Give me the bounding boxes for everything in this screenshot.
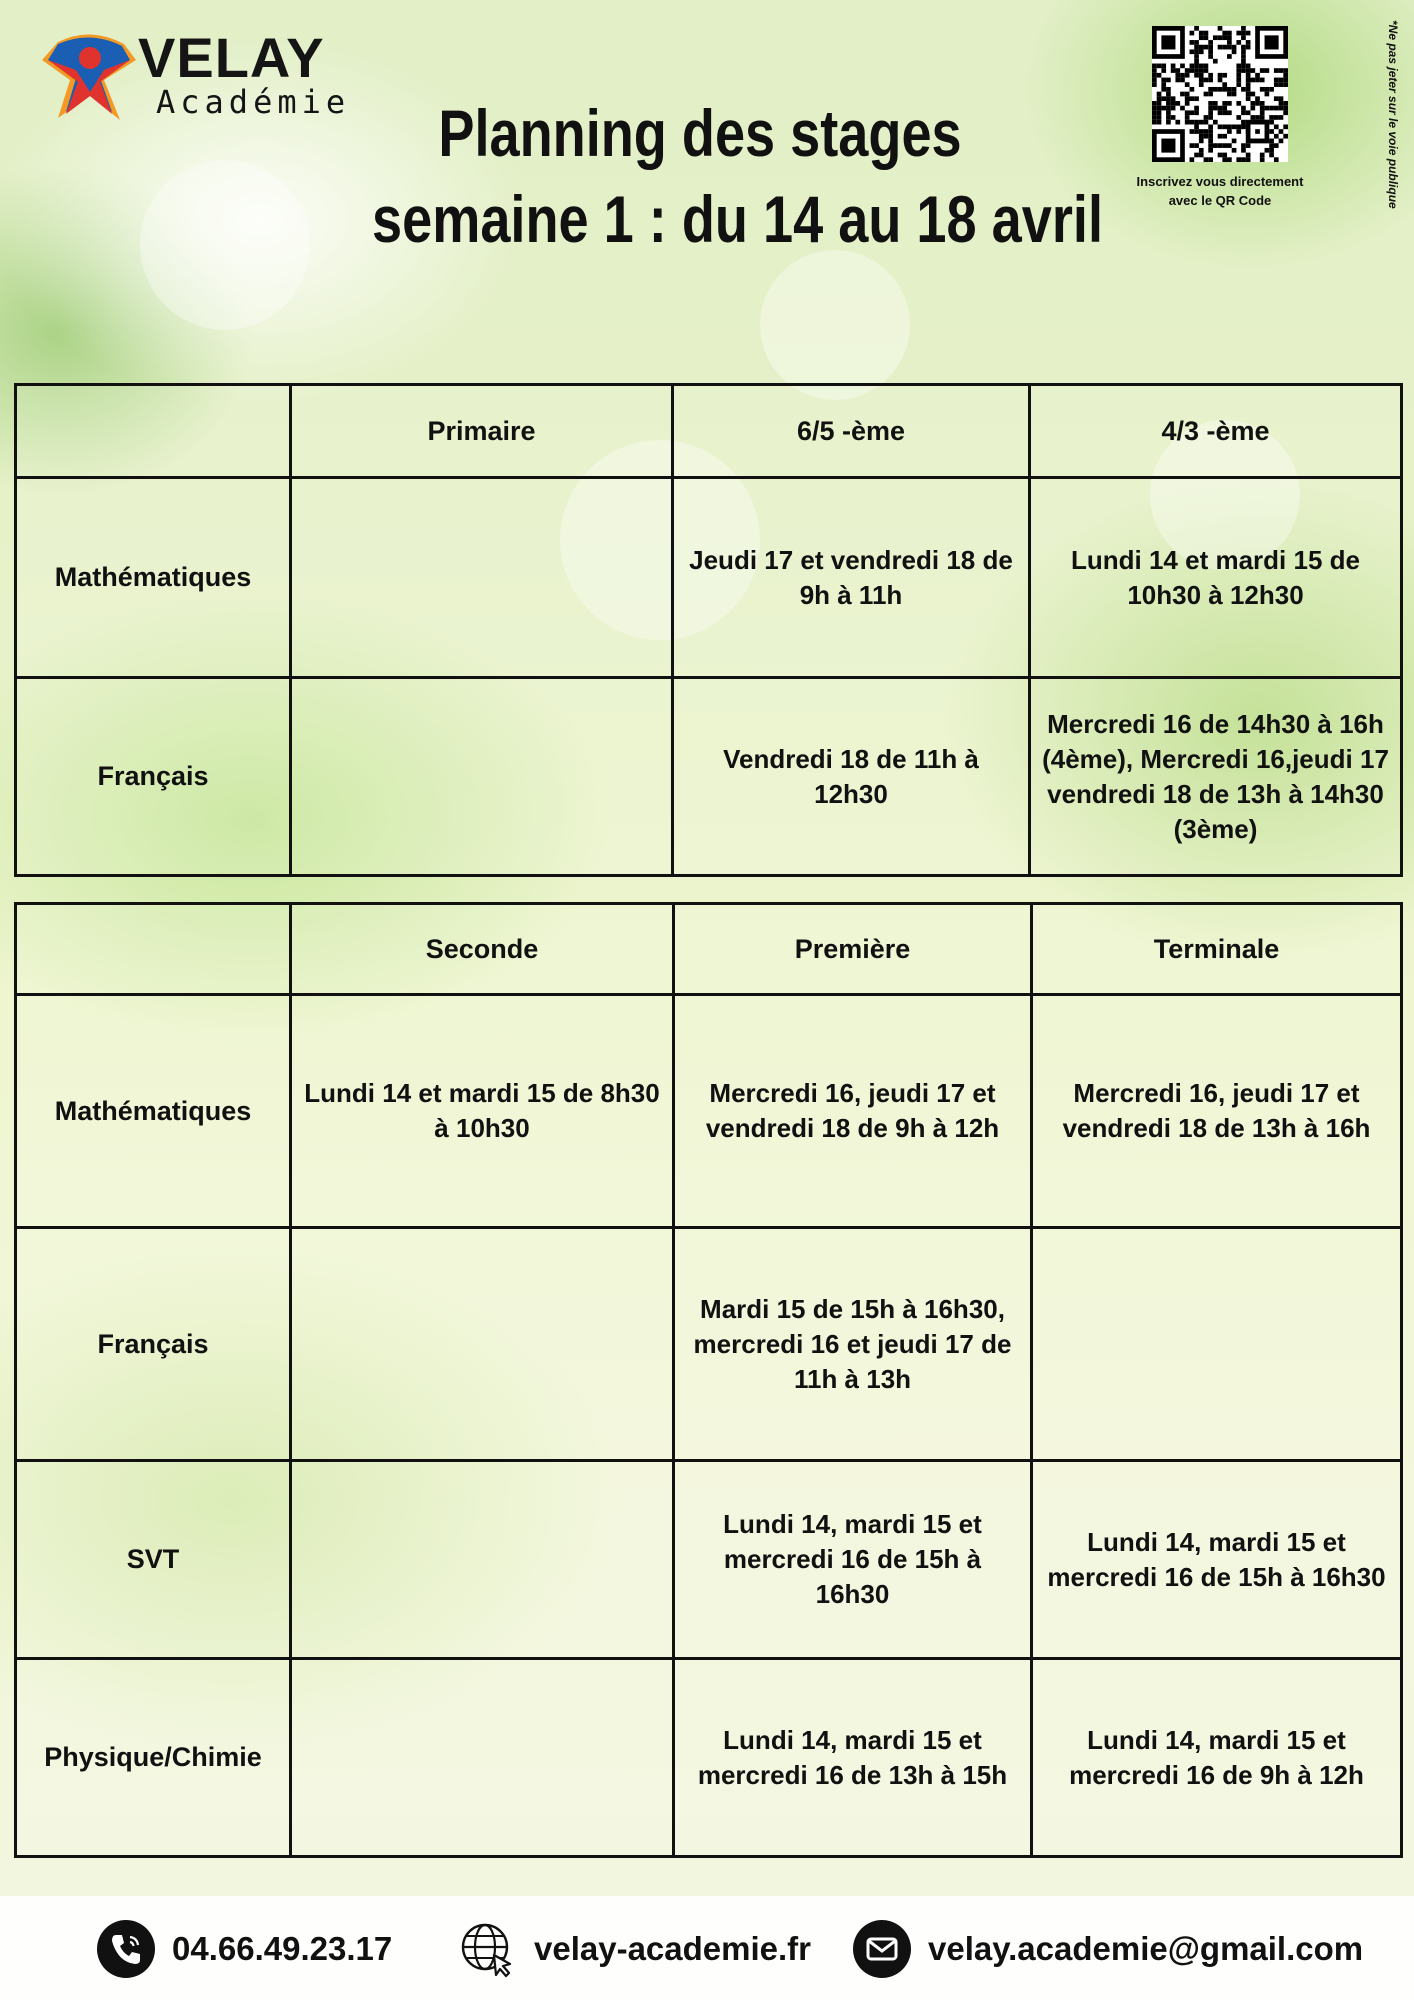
table-cell: Lundi 14, mardi 15 et mercredi 16 de 15h à 16h30 [1032, 1461, 1402, 1659]
table-cell [291, 1659, 674, 1857]
title-line-1: Planning des stages [438, 96, 962, 170]
table-cell [291, 1228, 674, 1461]
table-cell: Lundi 14, mardi 15 et mercredi 16 de 13h à 15h [674, 1659, 1032, 1857]
table-header-primaire: Primaire [291, 385, 673, 478]
table-cell: Vendredi 18 de 11h à 12h30 [673, 678, 1030, 876]
brand-subtitle: Académie [156, 83, 351, 121]
title-line-2: semaine 1 : du 14 au 18 avril [372, 182, 1103, 256]
table-cell [291, 478, 673, 678]
table-cell: Lundi 14, mardi 15 et mercredi 16 de 9h à 12h [1032, 1659, 1402, 1857]
email-link[interactable]: velay.academie@gmail.com [928, 1930, 1364, 1967]
footer-website[interactable] [458, 1917, 811, 1981]
disposal-note: *Ne pas jeter sur le voie publique [1386, 20, 1400, 209]
table-cell: Lundi 14, mardi 15 et mercredi 16 de 15h à 16h30 [674, 1461, 1032, 1659]
table-cell [1032, 1228, 1402, 1461]
table-header-4-3: 4/3 -ème [1030, 385, 1402, 478]
brand-logo [40, 28, 380, 128]
row-subject-svt: SVT [16, 1461, 291, 1659]
table-cell [291, 678, 673, 876]
row-subject-maths: Mathématiques [16, 995, 291, 1228]
table-cell: Jeudi 17 et vendredi 18 de 9h à 11h [673, 478, 1030, 678]
brand-name: VELAY [138, 26, 325, 89]
row-subject-francais: Français [16, 678, 291, 876]
row-subject-maths: Mathématiques [16, 478, 291, 678]
qr-caption-line-1: Inscrivez vous directement [1136, 174, 1304, 189]
phone-number: 04.66.49.23.17 [172, 1930, 393, 1967]
table-cell: Mardi 15 de 15h à 16h30, mercredi 16 et jeudi 17 de 11h à 13h [674, 1228, 1032, 1461]
qr-code-icon[interactable] [1152, 26, 1288, 162]
mail-icon [852, 1919, 912, 1979]
schedule-table-college [14, 383, 1403, 877]
table-cell: Mercredi 16, jeudi 17 et vendredi 18 de 9h à 12h [674, 995, 1032, 1228]
bokeh-decoration [760, 250, 910, 400]
table-header-premiere: Première [674, 904, 1032, 995]
table-header-6-5: 6/5 -ème [673, 385, 1030, 478]
schedule-table-lycee [14, 902, 1403, 1858]
phone-icon [96, 1919, 156, 1979]
table-cell: Lundi 14 et mardi 15 de 10h30 à 12h30 [1030, 478, 1402, 678]
footer-phone[interactable] [96, 1917, 392, 1981]
qr-caption-line-2: avec le QR Code [1168, 193, 1272, 208]
table-cell: Lundi 14 et mardi 15 de 8h30 à 10h30 [291, 995, 674, 1228]
table-header-corner [16, 904, 291, 995]
globe-icon [458, 1919, 518, 1979]
table-header-terminale: Terminale [1032, 904, 1402, 995]
footer-email[interactable] [852, 1917, 1363, 1981]
qr-caption [1120, 172, 1320, 210]
website-link[interactable]: velay-academie.fr [534, 1930, 812, 1967]
row-subject-francais: Français [16, 1228, 291, 1461]
bokeh-decoration [140, 160, 310, 330]
table-cell: Mercredi 16, jeudi 17 et vendredi 18 de 13h à 16h [1032, 995, 1402, 1228]
table-header-seconde: Seconde [291, 904, 674, 995]
table-cell: Mercredi 16 de 14h30 à 16h (4ème), Mercredi 16,jeudi 17 vendredi 18 de 13h à 14h30 (3ème) [1030, 678, 1402, 876]
row-subject-physique-chimie: Physique/Chimie [16, 1659, 291, 1857]
table-cell [291, 1461, 674, 1659]
page-title [372, 90, 1103, 262]
table-header-corner [16, 385, 291, 478]
star-logo-icon [40, 30, 140, 122]
